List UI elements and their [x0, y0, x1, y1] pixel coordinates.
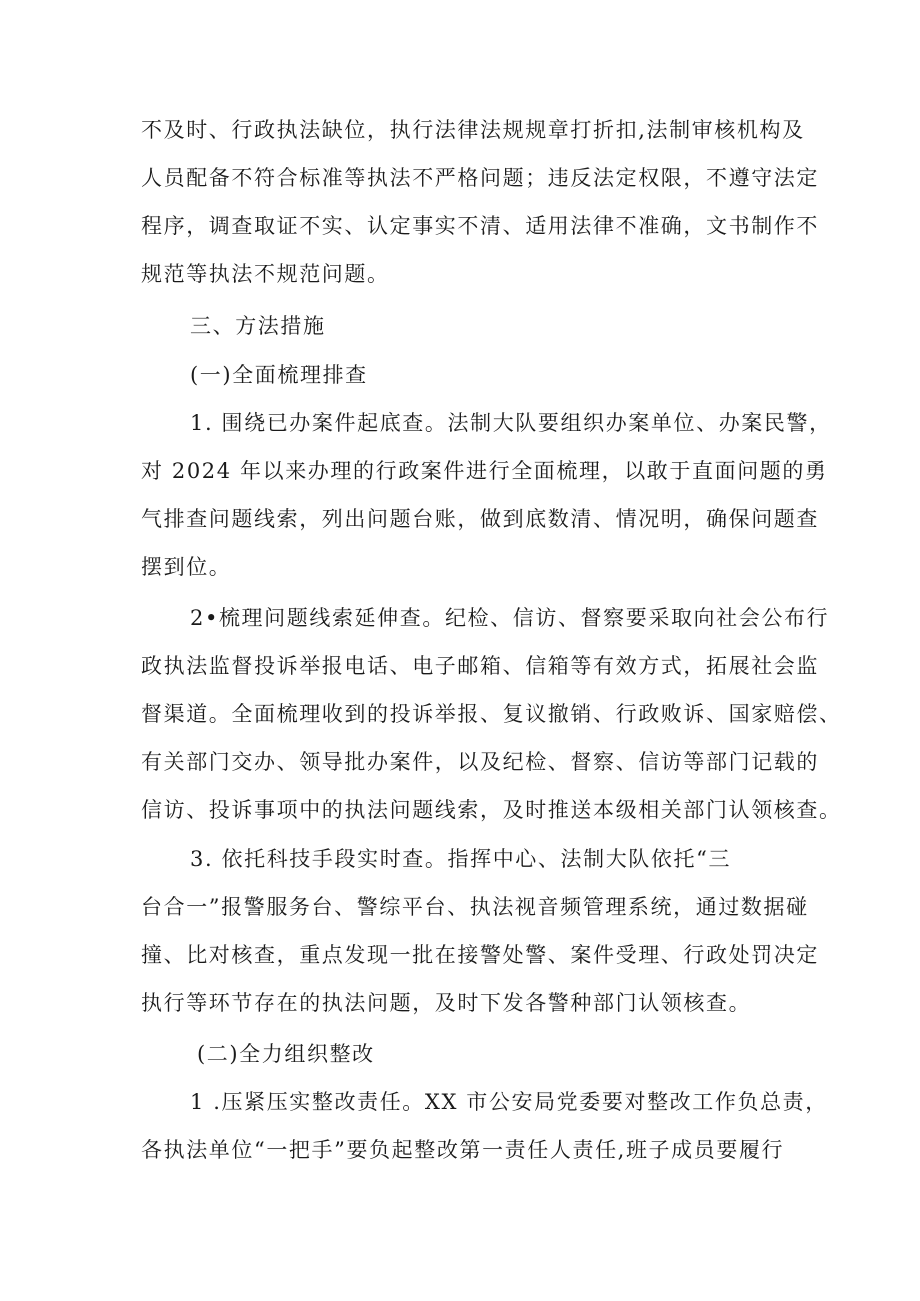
paragraph-line: 执行等环节存在的执法问题，及时下发各警种部门认领核查。	[141, 991, 752, 1015]
paragraph-line: 对 2024 年以来办理的行政案件进行全面梳理，以敢于直面问题的勇	[141, 459, 828, 483]
paragraph-line: 信访、投诉事项中的执法问题线索，及时推送本级相关部门认领核查。	[141, 798, 842, 822]
paragraph-line: 人员配备不符合标准等执法不严格问题；违反法定权限，不遵守法定	[141, 166, 819, 190]
subsection-heading: (一)全面梳理排查	[190, 363, 368, 387]
paragraph-line: 撞、比对核查，重点发现一批在接警处警、案件受理、行政处罚决定	[141, 943, 819, 967]
paragraph-line: 不及时、行政执法缺位，执行法律法规规章打折扣,法制审核机构及	[141, 118, 805, 142]
paragraph-line: 规范等执法不规范问题。	[141, 262, 390, 286]
paragraph-line: 摆到位。	[141, 555, 232, 579]
paragraph-line: 程序，调查取证不实、认定事实不清、适用法律不准确，文书制作不	[141, 214, 819, 238]
paragraph-line: 台合一”报警服务台、警综平台、执法视音频管理系统，通过数据碰	[141, 895, 809, 919]
paragraph-line: 1 .压紧压实整改责任。XX 市公安局党委要对整改工作负总责，	[190, 1090, 828, 1114]
paragraph-line: 有关部门交办、领导批办案件，以及纪检、督察、信访等部门记载的	[141, 750, 819, 774]
paragraph-line: 1. 围绕已办案件起底查。法制大队要组织办案单位、办案民警，	[190, 411, 832, 435]
paragraph-line: 气排查问题线索，列出问题台账，做到底数清、情况明，确保问题查	[141, 507, 819, 531]
paragraph-line: 政执法监督投诉举报电话、电子邮箱、信箱等有效方式，拓展社会监	[141, 654, 819, 678]
section-heading: 三、方法措施	[190, 314, 326, 338]
subsection-heading: (二)全力组织整改	[197, 1042, 375, 1066]
paragraph-line: 3. 依托科技手段实时查。指挥中心、法制大队依托“三	[190, 847, 732, 871]
paragraph-line: 2•梳理问题线索延伸查。纪检、信访、督察要采取向社会公布行	[190, 606, 830, 630]
paragraph-line: 各执法单位“一把手”要负起整改第一责任人责任,班子成员要履行	[141, 1138, 785, 1162]
paragraph-line: 督渠道。全面梳理收到的投诉举报、复议撤销、行政败诉、国家赔偿、	[141, 702, 842, 726]
